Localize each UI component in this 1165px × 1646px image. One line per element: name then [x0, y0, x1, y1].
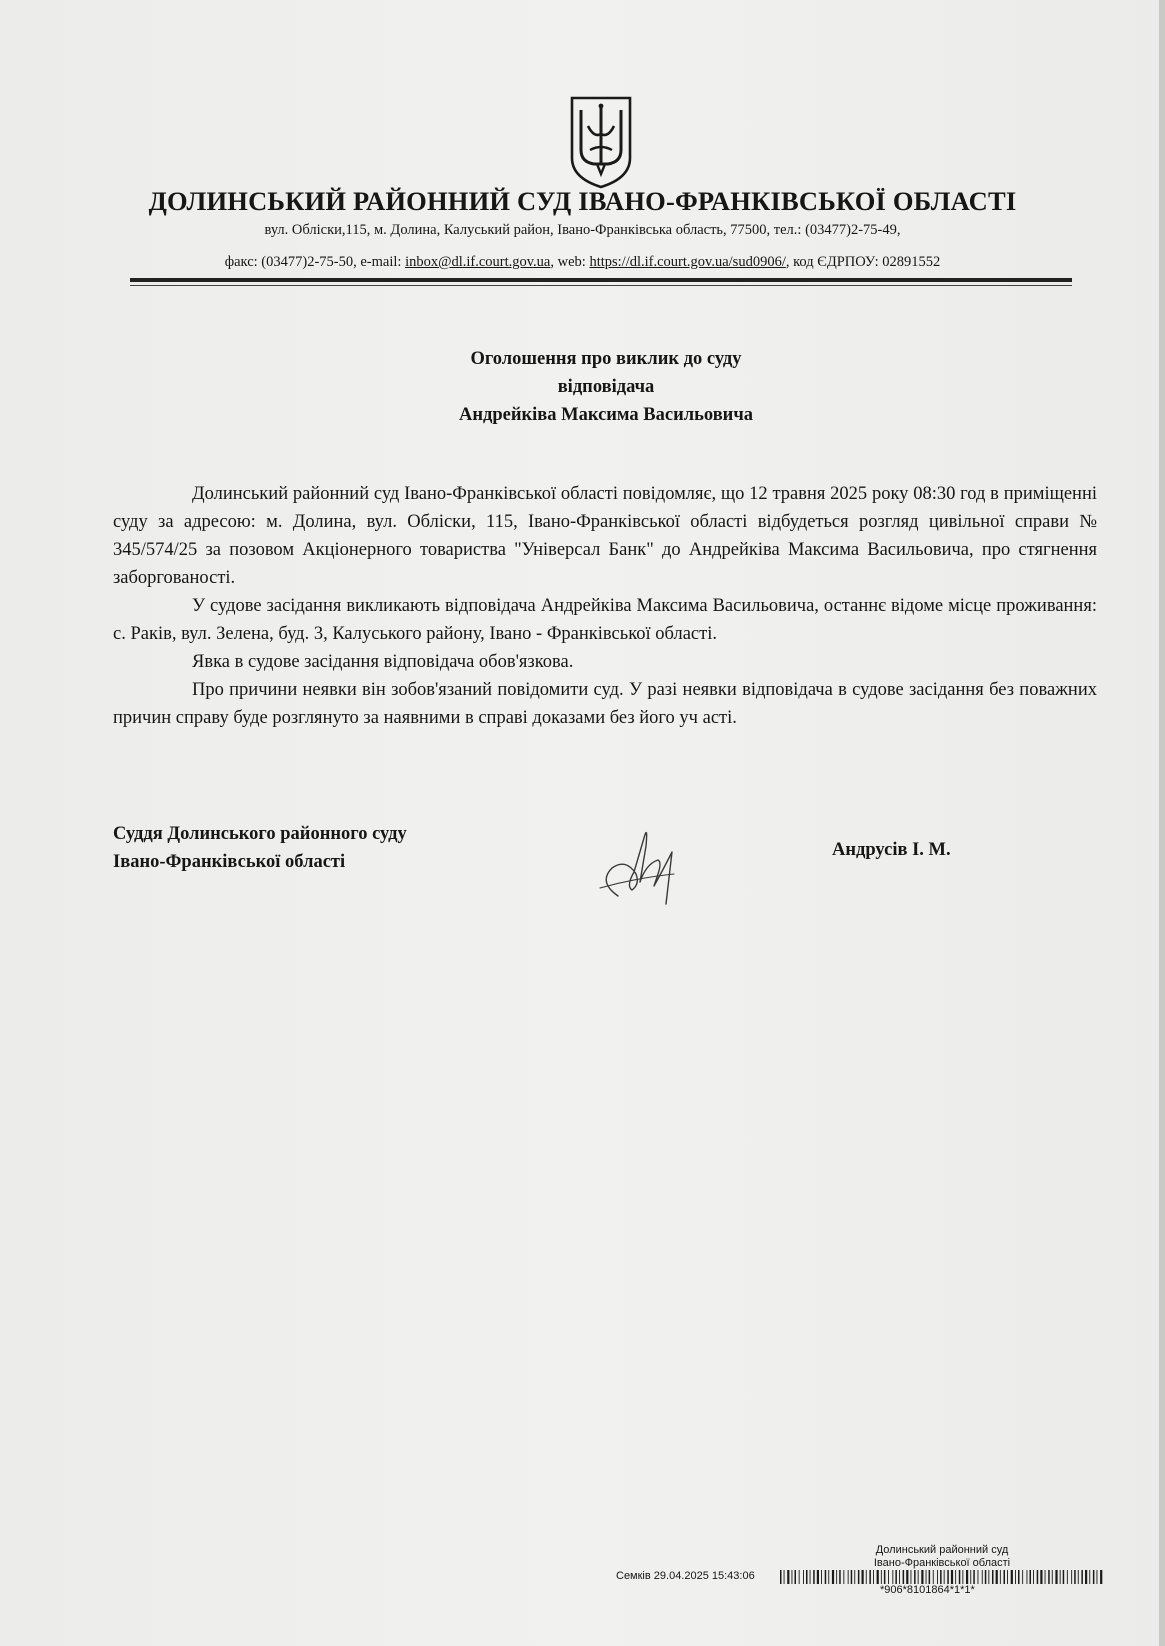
stamp-court-region: Івано-Франківської області: [873, 1557, 1011, 1569]
judge-position-line2: Івано-Франківської області: [113, 852, 346, 872]
court-address: вул. Обліски,115, м. Долина, Калуський район, Івано-Франківська область, 77500, тел.: (03477)2-75-49,: [264, 222, 901, 238]
stamp-registration: Семків 29.04.2025 15:43:06: [616, 1570, 755, 1582]
stamp-court-name: Долинський районний суд: [875, 1544, 1009, 1556]
judge-position-line1: Суддя Долинського районного суду: [113, 824, 407, 844]
notice-subtitle: відповідача: [557, 377, 655, 397]
paragraph-absence: Про причини неявки він зобов'язаний повідомити суд. У разі неявки відповідача в судове засідання без поважних причин справу буде розглянуто за наявними в справі доказами без його уч асті.: [113, 680, 1097, 728]
handwritten-signature: [596, 816, 692, 908]
barcode-icon: [780, 1570, 1104, 1584]
judge-position: [113, 820, 407, 876]
edrpou-code: , код ЄДРПОУ: 02891552: [785, 254, 941, 270]
judge-name: Андрусів І. М.: [832, 840, 951, 860]
defendant-name: Андрейківа Максима Васильовича: [458, 405, 754, 425]
header-divider: [130, 278, 1072, 282]
paragraph-hearing: Долинський районний суд Івано-Франківської області повідомляє, що 12 травня 2025 року 08:30 год в приміщенні суду за адресою: м. Долина, вул. Обліски, 115, Івано-Франківської області відбудеться розгляд цивільної справи № 345/574/25 за позовом Акціонерного товариства "Універсал Банк" до Андрейківа Максима Васильовича, про стягнення заборгованості.: [113, 484, 1097, 588]
header-divider-thin: [130, 285, 1072, 286]
court-name: ДОЛИНСЬКИЙ РАЙОННИЙ СУД ІВАНО-ФРАНКІВСЬКОЇ ОБЛАСТІ: [148, 186, 1017, 216]
notice-title: Оголошення про виклик до суду: [470, 349, 742, 369]
email-link[interactable]: inbox@dl.if.court.gov.ua: [405, 254, 551, 270]
web-link[interactable]: https://dl.if.court.gov.ua/sud0906/: [589, 254, 786, 270]
stamp-code: *906*8101864*1*1*: [880, 1584, 975, 1596]
court-contacts: [0, 254, 1165, 271]
paragraph-summons: У судове засідання викликають відповідача Андрейківа Максима Васильовича, останнє відоме місце проживання: с. Раків, вул. Зелена, буд. 3, Калуського району, Івано - Франківської області.: [113, 596, 1097, 644]
paragraph-attendance: Явка в судове засідання відповідача обов'язкова.: [192, 652, 574, 672]
web-label: , web:: [550, 254, 590, 270]
fax-label: факс: (03477)2-75-50, e-mail:: [224, 254, 406, 270]
coat-of-arms-icon: [568, 94, 634, 190]
notice-body: [113, 480, 1097, 732]
